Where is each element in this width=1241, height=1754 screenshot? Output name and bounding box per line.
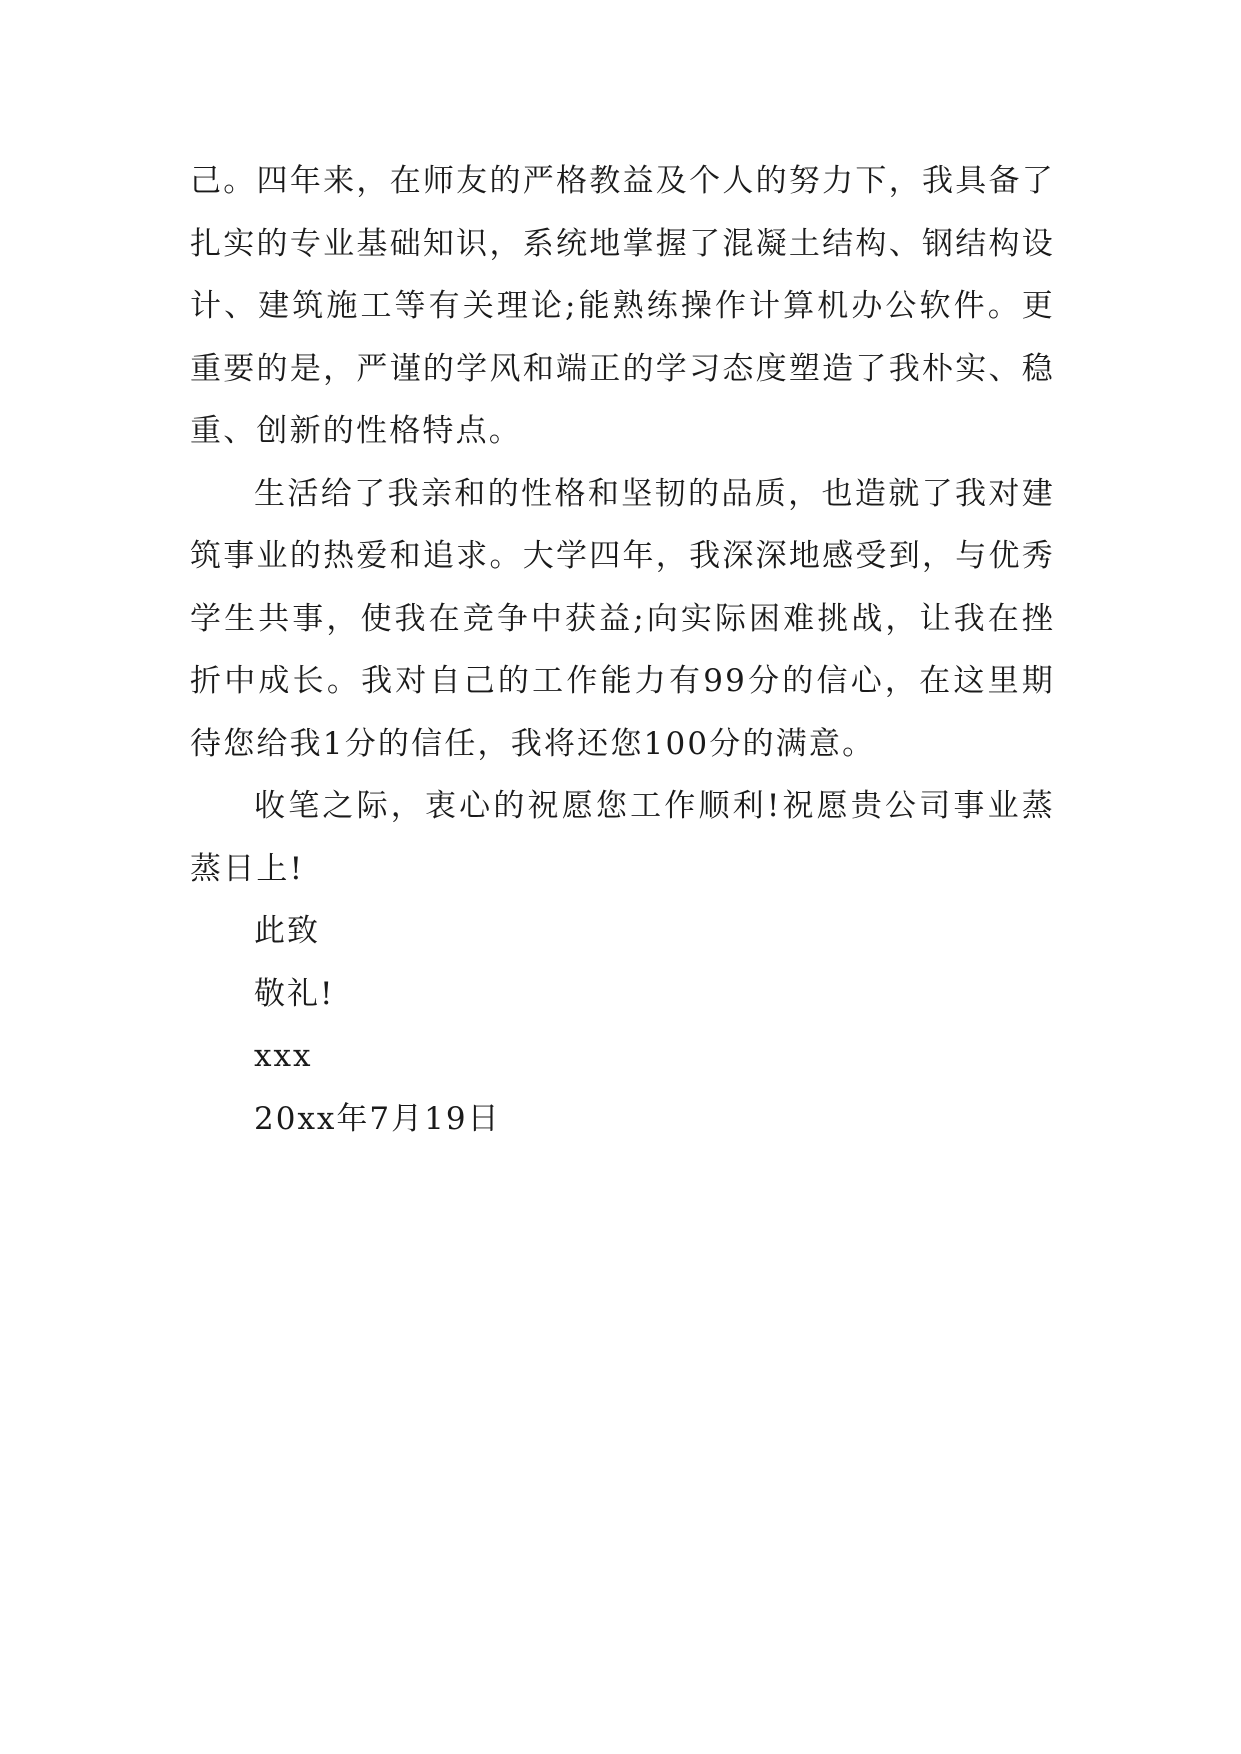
salutation-text: 敬礼! — [254, 975, 335, 1012]
paragraph-continuation: 己。四年来，在师友的严格教益及个人的努力下，我具备了扎实的专业基础知识，系统地掌握了混凝土结构、钢结构设计、建筑施工等有关理论;能熟练操作计算机办公软件。更重要的是，严谨的学风和端正的学习态度塑造了我朴实、稳重、创新的性格特点。 — [190, 163, 1055, 449]
paragraph-wishes: 收笔之际，衷心的祝愿您工作顺利!祝愿贵公司事业蒸蒸日上! — [190, 788, 1055, 887]
paragraph-life: 生活给了我亲和的性格和坚韧的品质，也造就了我对建筑事业的热爱和追求。大学四年，我深深地感受到，与优秀学生共事，使我在竞争中获益;向实际困难挑战，让我在挫折中成长。我对自己的工作能力有99分的信心，在这里期待您给我1分的信任，我将还您100分的满意。 — [190, 475, 1055, 762]
closing-text: 此致 — [254, 913, 320, 949]
signature-text: xxx — [254, 1038, 313, 1074]
date-text: 20xx年7月19日 — [254, 1100, 501, 1137]
letter-body — [190, 150, 1055, 1150]
